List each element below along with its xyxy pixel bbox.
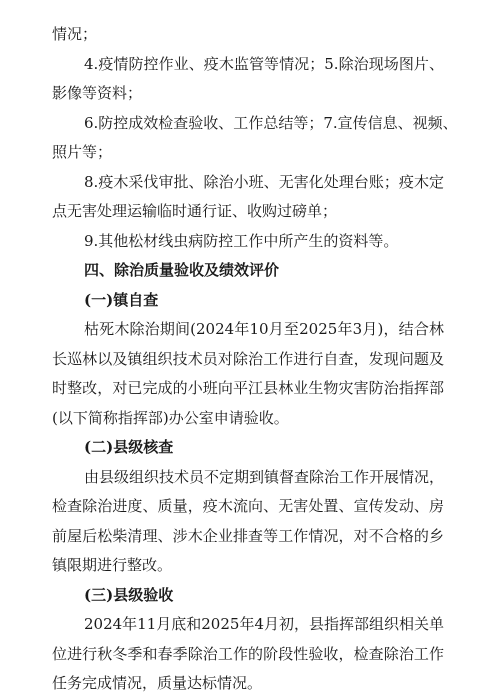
paragraph-line: 时整改，对已完成的小班向平江县林业生物灾害防治指挥部 <box>52 379 444 397</box>
paragraph-line: 任务完成情况，质量达标情况。 <box>52 674 263 692</box>
text-line: 点无害处理运输临时通行证、收购过磅单； <box>52 202 338 220</box>
paragraph-line: (以下简称指挥部)办公室申请验收。 <box>52 408 289 427</box>
text-line: 影像等资料； <box>52 84 143 102</box>
subsection-heading: (三)县级验收 <box>84 585 174 604</box>
paragraph-line: 镇限期进行整改。 <box>52 556 173 574</box>
paragraph-line: 位进行秋冬季和春季除治工作的阶段性验收，检查除治工作 <box>52 644 444 663</box>
list-item-9: 9.其他松材线虫病防控工作中所产生的资料等。 <box>84 231 399 250</box>
paragraph-line: 枯死木除治期间(2024年10月至2025年3月)，结合林 <box>84 320 444 338</box>
text-line: 情况； <box>52 25 98 43</box>
paragraph-line: 2024年11月底和2025年4月初，县指挥部组织相关单 <box>84 615 444 633</box>
paragraph-line: 前屋后松柴清理、涉木企业排查等工作情况，对不合格的乡 <box>52 526 444 545</box>
list-item-8: 8.疫木采伐审批、除治小班、无害化处理台账；疫木定 <box>84 172 444 191</box>
list-item-6-7: 6.防控成效检查验收、工作总结等；7.宣传信息、视频、 <box>84 113 458 132</box>
paragraph-line: 检查除治进度、质量，疫木流向、无害处置、宣传发动、房 <box>52 497 444 515</box>
paragraph-line: 长巡林以及镇组织技术员对除治工作进行自查，发现问题及 <box>52 349 444 368</box>
section-heading: 四、除治质量验收及绩效评价 <box>84 261 280 279</box>
paragraph-line: 由县级组织技术员不定期到镇督查除治工作开展情况， <box>84 467 445 486</box>
text-line: 照片等； <box>52 143 113 161</box>
subsection-heading: (二)县级核查 <box>84 438 174 456</box>
subsection-heading: (一)镇自查 <box>84 290 159 309</box>
list-item-4-5: 4.疫情防控作业、疫木监管等情况；5.除治现场图片、 <box>84 54 444 73</box>
